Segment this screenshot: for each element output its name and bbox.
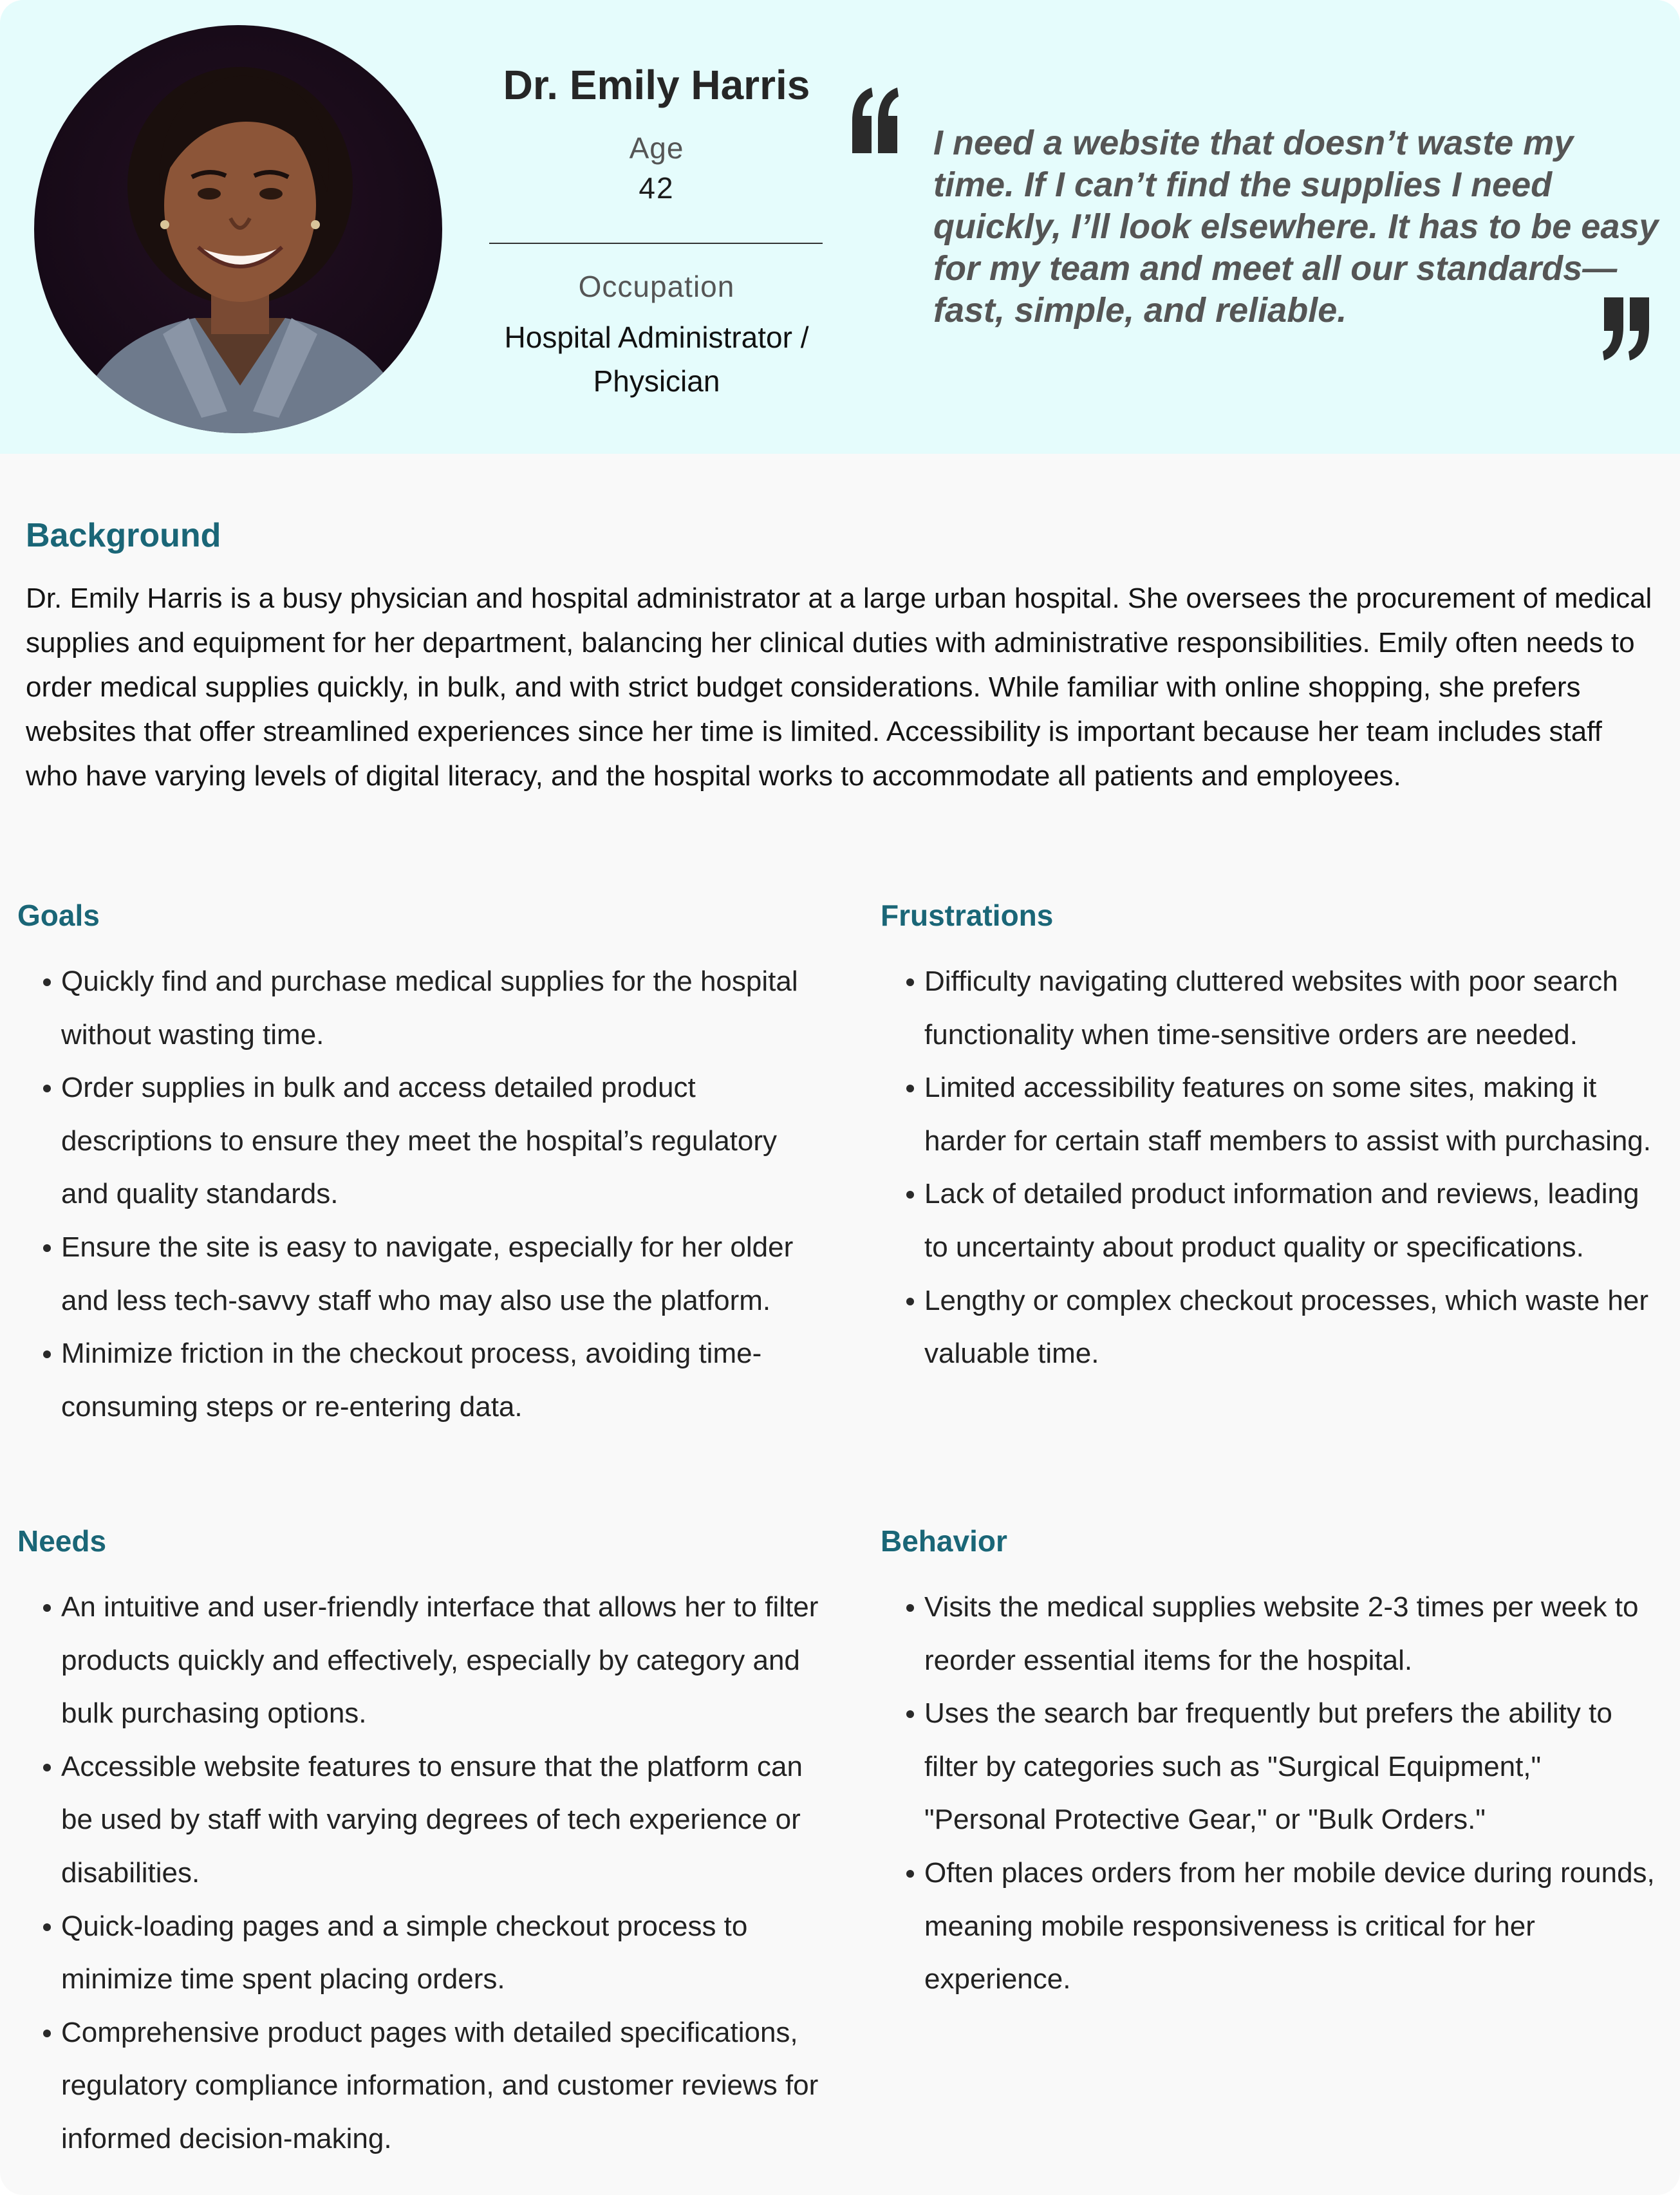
list-item: An intuitive and user-friendly interface that allows her to filter products quickly and effectively, especially by category and bulk purchasing options. [34, 1581, 823, 1741]
occupation-value: Hospital Administrator / Physician [504, 321, 809, 398]
list-item: Ensure the site is easy to navigate, especially for her older and less tech-savvy staff who may also use the platform. [34, 1221, 823, 1327]
avatar [34, 25, 442, 433]
frustrations-list [897, 955, 1670, 1381]
list-item: Order supplies in bulk and access detailed product descriptions to ensure they meet the hospital’s regulatory and quality standards. [34, 1061, 823, 1221]
list-item: Minimize friction in the checkout process, avoiding time-consuming steps or re-entering data. [34, 1327, 823, 1434]
close-quote-icon [1601, 291, 1653, 368]
persona-header [0, 0, 1680, 454]
occupation-label: Occupation [578, 270, 735, 303]
list-item: Often places orders from her mobile device during rounds, meaning mobile responsiveness is critical for her experience. [897, 1847, 1670, 2006]
persona-portrait-image [34, 25, 442, 433]
needs-heading: Needs [17, 1524, 107, 1558]
list-item: Limited accessibility features on some sites, making it harder for certain staff members to assist with purchasing. [897, 1061, 1670, 1168]
list-item: Uses the search bar frequently but prefers the ability to filter by categories such as "Surgical Equipment," "Personal Protective Gear," or "Bulk Orders." [897, 1687, 1670, 1847]
list-item: Comprehensive product pages with detailed specifications, regulatory compliance information, and customer reviews for informed decision-making. [34, 2006, 823, 2166]
list-item: Quickly find and purchase medical supplies for the hospital without wasting time. [34, 955, 823, 1061]
goals-list [34, 955, 823, 1434]
behavior-list [897, 1581, 1670, 2006]
list-item: Lack of detailed product information and reviews, leading to uncertainty about product quality or specifications. [897, 1168, 1670, 1274]
background-heading: Background [26, 517, 221, 554]
needs-list [34, 1581, 823, 2166]
list-item: Lengthy or complex checkout processes, which waste her valuable time. [897, 1275, 1670, 1381]
behavior-heading: Behavior [881, 1524, 1007, 1558]
list-item: Visits the medical supplies website 2-3 times per week to reorder essential items for the hospital. [897, 1581, 1670, 1687]
list-item: Quick-loading pages and a simple checkout process to minimize time spent placing orders. [34, 1900, 823, 2006]
background-text: Dr. Emily Harris is a busy physician and hospital administrator at a large urban hospital. She oversees the procurement of medical supplies and equipment for her department, balancing her clinical duties with administrative responsibilities. Emily often needs to order medical supplies quickly, in bulk, and with strict budget considerations. While familiar with online shopping, she prefers websites that offer streamlined experiences since her time is limited. Accessibility is important because her team includes staff who have varying levels of digital literacy, and the hospital works to accommodate all patients and employees. [26, 583, 1652, 792]
goals-heading: Goals [17, 899, 100, 932]
age-label: Age [629, 131, 684, 165]
persona-name: Dr. Emily Harris [503, 62, 810, 108]
open-quote-icon [848, 82, 900, 160]
list-item: Difficulty navigating cluttered websites with poor search functionality when time-sensitive orders are needed. [897, 955, 1670, 1061]
frustrations-heading: Frustrations [881, 899, 1054, 932]
header-divider [489, 243, 823, 244]
age-value: 42 [639, 171, 675, 205]
list-item: Accessible website features to ensure that the platform can be used by staff with varying degrees of tech experience or disabilities. [34, 1741, 823, 1900]
persona-quote: I need a website that doesn’t waste my time. If I can’t find the supplies I need quickly, I’ll look elsewhere. It has to be easy for my team and meet all our standards—fast, simple, and reliable. [933, 124, 1659, 330]
